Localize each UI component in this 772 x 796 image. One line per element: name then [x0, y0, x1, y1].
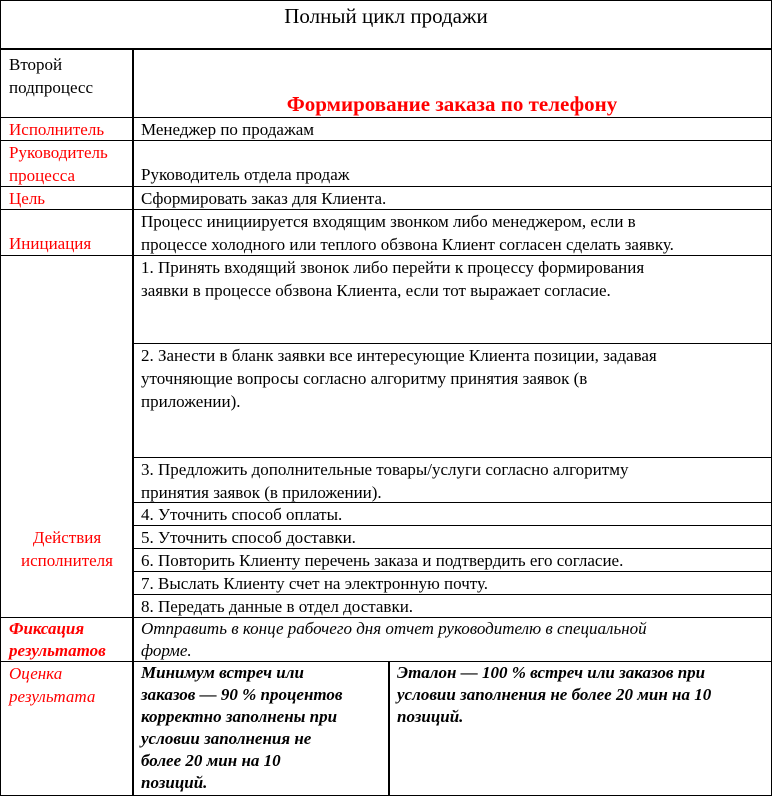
evaluation-minimum-text: корректно заполнены при — [141, 707, 338, 726]
actions-label-line1: Действия — [32, 528, 102, 547]
fixation-label-line1: Фиксация — [9, 619, 85, 638]
evaluation-minimum-text: более 20 мин на 10 — [141, 751, 281, 770]
actions-label-cell — [0, 255, 134, 618]
subprocess-name-cell — [132, 48, 772, 118]
evaluation-label-line1: Оценка — [9, 664, 63, 683]
evaluation-minimum-text: условии заполнения не — [141, 729, 312, 748]
action-step-text: 5. Уточнить способ доставки. — [141, 528, 356, 547]
executor-label: Исполнитель — [9, 120, 105, 139]
evaluation-standard-text: условии заполнения не более 20 мин на 10 — [397, 685, 712, 704]
process-owner-value-cell — [132, 140, 772, 187]
action-step-text: заявки в процессе обзвона Клиента, если тот выражает согласие. — [141, 281, 611, 300]
document-title: Полный цикл продажи — [284, 4, 488, 28]
subprocess-label-cell — [0, 48, 134, 118]
action-step-4 — [132, 502, 772, 526]
process-owner-label-line2: процесса — [9, 166, 76, 185]
action-step-3 — [132, 457, 772, 503]
fixation-label-line2: результатов — [9, 641, 106, 660]
subprocess-name: Формирование заказа по телефону — [286, 92, 618, 116]
action-step-text: принятия заявок (в приложении). — [141, 483, 382, 502]
action-step-text: 4. Уточнить способ оплаты. — [141, 505, 343, 524]
action-step-8 — [132, 594, 772, 618]
action-step-7 — [132, 571, 772, 595]
fixation-label-cell — [0, 617, 134, 662]
action-step-text: уточняющие вопросы согласно алгоритму принятия заявок (в — [141, 369, 588, 388]
action-step-text: 8. Передать данные в отдел доставки. — [141, 597, 414, 616]
fixation-value-line2: форме. — [141, 641, 192, 660]
evaluation-label-line2: результата — [9, 687, 96, 706]
evaluation-minimum-text: заказов — 90 % процентов — [141, 685, 343, 704]
evaluation-standard-text: позиций. — [397, 707, 464, 726]
action-step-1 — [132, 255, 772, 344]
fixation-value-cell — [132, 617, 772, 662]
subprocess-label: Второй подпроцесс — [9, 55, 94, 97]
process-owner-value: Руководитель отдела продаж — [141, 165, 350, 184]
action-step-2 — [132, 343, 772, 458]
initiation-value-cell — [132, 209, 772, 256]
evaluation-minimum-cell — [132, 661, 390, 796]
goal-label: Цель — [9, 189, 46, 208]
action-step-text: 2. Занести в бланк заявки все интересующие Клиента позиции, задавая — [141, 346, 657, 365]
action-step-5 — [132, 525, 772, 549]
initiation-value-line2: процессе холодного или теплого обзвона Клиент согласен сделать заявку. — [141, 235, 674, 254]
initiation-label-cell — [0, 209, 134, 256]
initiation-label: Инициация — [9, 234, 92, 253]
goal-label-cell — [0, 186, 134, 210]
executor-value-cell — [132, 117, 772, 141]
executor-value: Менеджер по продажам — [141, 120, 315, 139]
action-step-text: 7. Выслать Клиенту счет на электронную почту. — [141, 574, 489, 593]
document-title-cell — [0, 0, 772, 50]
action-step-6 — [132, 548, 772, 572]
process-owner-label-cell — [0, 140, 134, 187]
actions-label-line2: исполнителя — [21, 551, 113, 570]
action-step-text: приложении). — [141, 392, 241, 411]
evaluation-standard-cell — [388, 661, 772, 796]
process-owner-label-line1: Руководитель — [9, 143, 108, 162]
evaluation-minimum-text: Минимум встреч или — [141, 663, 304, 682]
action-step-text: 6. Повторить Клиенту перечень заказа и подтвердить его согласие. — [141, 551, 624, 570]
initiation-value-line1: Процесс инициируется входящим звонком либо менеджером, если в — [141, 212, 636, 231]
evaluation-minimum-text: позиций. — [141, 773, 208, 792]
action-step-text: 3. Предложить дополнительные товары/услуги согласно алгоритму — [141, 460, 629, 479]
executor-label-cell — [0, 117, 134, 141]
fixation-value-line1: Отправить в конце рабочего дня отчет руководителю в специальной — [141, 619, 647, 638]
goal-value: Сформировать заказ для Клиента. — [141, 189, 387, 208]
goal-value-cell — [132, 186, 772, 210]
action-step-text: 1. Принять входящий звонок либо перейти к процессу формирования — [141, 258, 645, 277]
evaluation-standard-text: Эталон — 100 % встреч или заказов при — [397, 663, 706, 682]
evaluation-label-cell — [0, 661, 134, 796]
